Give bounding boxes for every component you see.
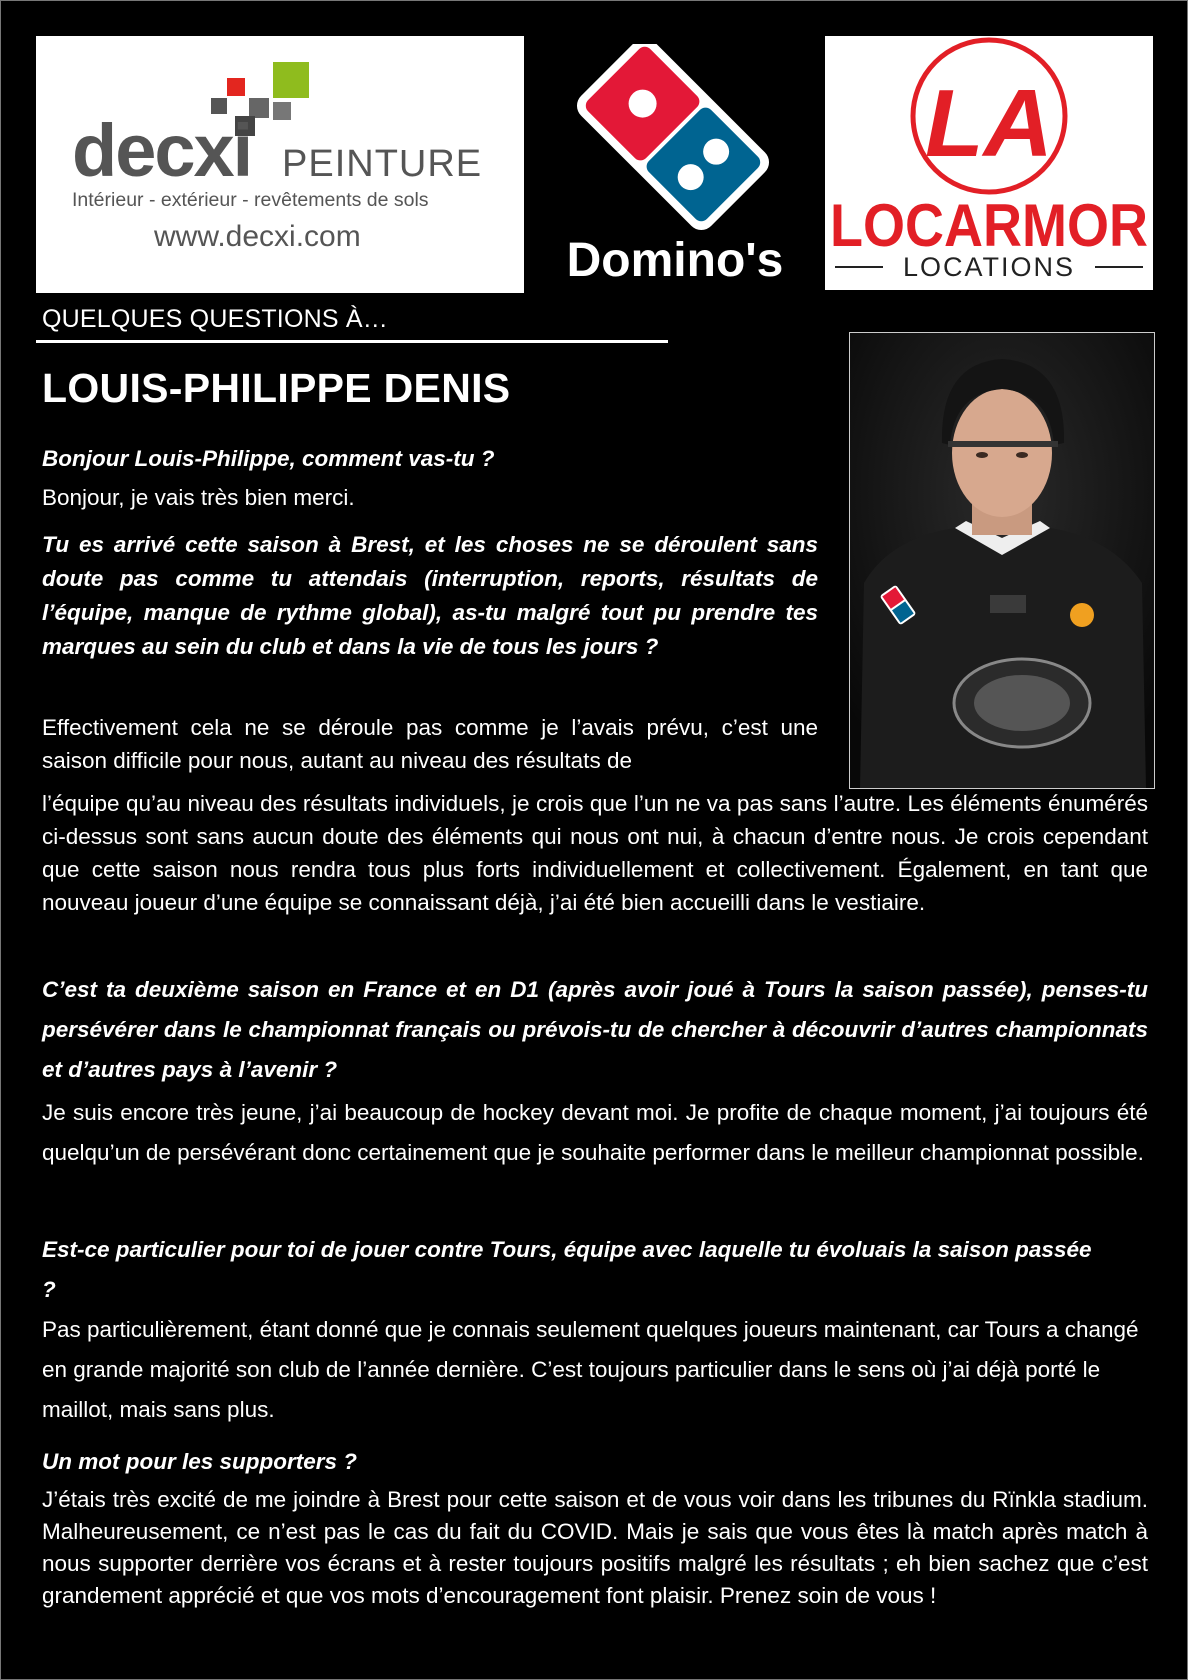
question-4: Est-ce particulier pour toi de jouer contre Tours, équipe avec laquelle tu évoluais la saison passée ? <box>42 1237 1092 1302</box>
section-kicker: QUELQUES QUESTIONS À… <box>42 305 388 333</box>
locarmor-monogram: LA <box>925 70 1053 177</box>
kicker-underline <box>36 340 668 343</box>
answer-1: Bonjour, je vais très bien merci. <box>42 485 355 510</box>
question-5: Un mot pour les supporters ? <box>42 1449 358 1474</box>
decxi-brand: decxi <box>72 109 252 192</box>
question-1: Bonjour Louis-Philippe, comment vas-tu ? <box>42 446 495 471</box>
answer-4: Pas particulièrement, étant donné que je connais seulement quelques joueurs maintenant, car Tours a changé en grande majorité son club de l’année dernière. C’est toujours particulier dans le sens où j’ai déjà porté le maillot, mais sans plus. <box>42 1317 1139 1422</box>
answer-3: Je suis encore très jeune, j’ai beaucoup de hockey devant moi. Je profite de chaque moment, j’ai toujours été quelqu’un de persévérant donc certainement que je souhaite performer dans le meilleur championnat possible. <box>42 1100 1148 1165</box>
locarmor-sub: LOCATIONS <box>902 252 1076 282</box>
decxi-logo <box>36 36 524 293</box>
page-title: LOUIS-PHILIPPE DENIS <box>42 365 511 411</box>
decxi-tagline: Intérieur - extérieur - revêtements de sols <box>72 189 429 211</box>
locarmor-logo <box>825 36 1153 290</box>
player-photo <box>849 332 1155 789</box>
answer-2-part-1: Effectivement cela ne se déroule pas comme je l’avais prévu, c’est une saison difficile pour nous, autant au niveau des résultats de <box>42 715 818 773</box>
answer-5: J’étais très excité de me joindre à Brest pour cette saison et de vous voir dans les tribunes du Rïnkla stadium. Malheureusement, ce n’est pas le cas du fait du COVID. Mais je sais que vous êtes là match après match à nous supporter derrière vos écrans et à rester toujours positifs malgré les résultats ; eh bien sachez que c’est grandement apprécié et que vos mots d’encouragement font plaisir. Prenez soin de vous ! <box>42 1487 1148 1608</box>
dominos-wordmark: Domino's <box>566 234 784 287</box>
dominos-logo <box>555 44 795 294</box>
decxi-word: PEINTURE <box>282 143 483 185</box>
decxi-url: www.decxi.com <box>154 220 361 253</box>
locarmor-name: LOCARMOR <box>830 192 1148 259</box>
answer-2-part-2: l’équipe qu’au niveau des résultats individuels, je crois que l’un ne va pas sans l’autre. Les éléments énumérés ci-dessus sont sans aucun doute des éléments qui nous ont nui, à chacun d’entre nous. Je crois cependant que cette saison nous rendra tous plus forts individuellement et collectivement. Également, en tant que nouveau joueur d’une équipe se connaissant déjà, j’ai été bien accueilli dans le vestiaire. <box>42 791 1148 915</box>
question-2: Tu es arrivé cette saison à Brest, et les choses ne se déroulent sans doute pas comme tu attendais (interruption, reports, résultats de l’équipe, manque de rythme global), as-tu malgré tout pu prendre tes marques au sein du club et dans la vie de tous les jours ? <box>42 532 818 659</box>
question-3: C’est ta deuxième saison en France et en D1 (après avoir joué à Tours la saison passée), penses-tu persévérer dans le championnat français ou prévois-tu de chercher à découvrir d’autres championnats et d’autres pays à l’avenir ? <box>42 977 1148 1082</box>
